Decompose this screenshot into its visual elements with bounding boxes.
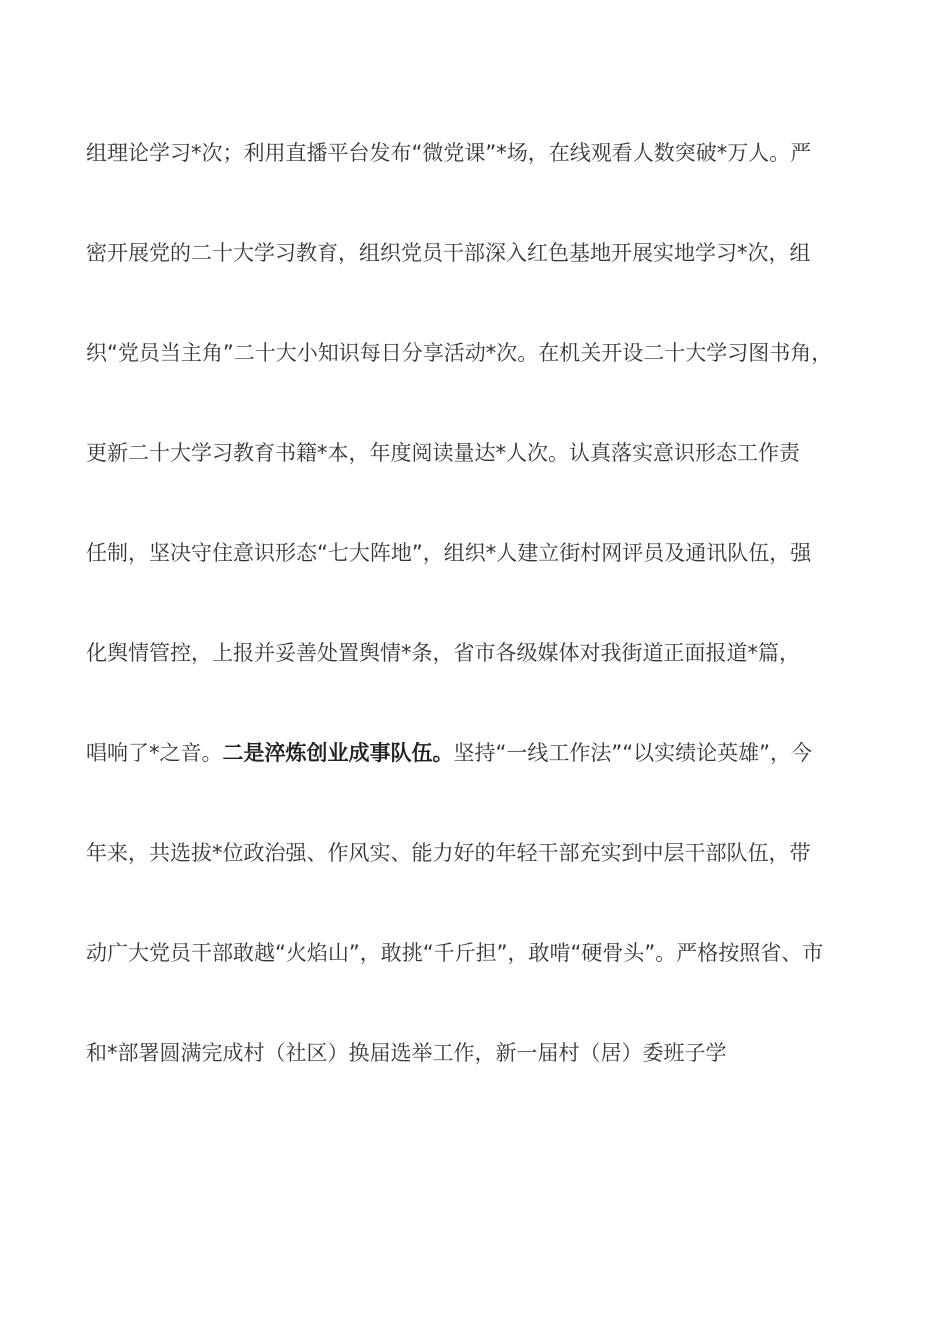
- body-text: [86, 128, 886, 1128]
- text-line-9: 动广大党员干部敢越“火焰山”，敢挑“千斤担”，敢啃“硬骨头”。严格按照省、市: [86, 941, 824, 965]
- text-line-2: 密开展党的二十大学习教育，组织党员干部深入红色基地开展实地学习*次，组: [86, 241, 811, 265]
- text-line-8: 年来，共选拔*位政治强、作风实、能力好的年轻干部充实到中层干部队伍，带: [86, 841, 811, 865]
- text-line-1: 组理论学习*次；利用直播平台发布“微党课”*场，在线观看人数突破*万人。严: [86, 141, 812, 165]
- section-heading-two: 二是淬炼创业成事队伍。: [222, 741, 454, 765]
- text-line-10: 和*部署圆满完成村（社区）换届选举工作，新一届村（居）委班子学: [86, 1041, 727, 1065]
- text-line-6: 化舆情管控，上报并妥善处置舆情*条，省市各级媒体对我街道正面报道*篇，: [86, 641, 800, 665]
- text-line-7-after: 坚持“一线工作法”“以实绩论英雄”，今: [453, 741, 813, 765]
- text-line-4: 更新二十大学习教育书籍*本，年度阅读量达*人次。认真落实意识形态工作责: [86, 441, 800, 465]
- text-line-7: [86, 728, 886, 828]
- text-line-5: 任制，坚决守住意识形态“七大阵地”，组织*人建立街村网评员及通讯队伍，强: [86, 541, 812, 565]
- text-line-7-before: 唱响了*之音。: [86, 741, 223, 765]
- text-line-3: 织“党员当主角”二十大小知识每日分享活动*次。在机关开设二十大学习图书角，: [86, 341, 833, 365]
